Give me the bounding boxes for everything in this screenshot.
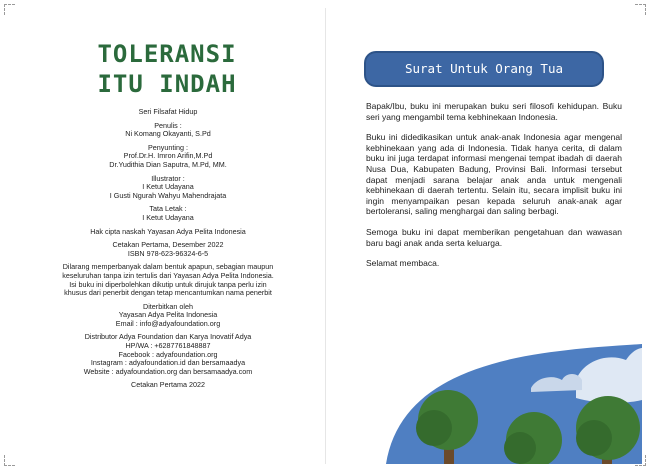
editor-label: Penyunting :: [148, 142, 188, 152]
layout-block: [18, 205, 318, 222]
editor-name: Dr.Yudithia Dian Saputra, M.Pd, MM.: [109, 159, 227, 169]
legal-line: Isi buku ini diperbolehkan dikutip untuk dirujuk tanpa perlu izin: [69, 279, 267, 289]
credits-block: [18, 108, 318, 395]
print-block: [18, 241, 318, 258]
author-label: Penulis :: [154, 120, 182, 130]
parents-letter-page: [326, 8, 642, 464]
publisher-name: Yayasan Adya Pelita Indonesia: [118, 310, 218, 320]
legal-line: Dilarang memperbanyak dalam bentuk apapun, sebagian maupun: [62, 262, 274, 272]
print-footer: Cetakan Pertama 2022: [131, 380, 205, 390]
publisher-email: Email : info@adyafoundation.org: [115, 318, 221, 328]
illustrator-name: I Gusti Ngurah Wahyu Mahendrajata: [109, 190, 227, 200]
publisher-label: Diterbitkan oleh: [143, 301, 193, 311]
legal-line: keseluruhan tanpa izin tertulis dari Yayasan Adya Pelita Indonesia.: [62, 270, 274, 280]
facebook-line: Facebook : adyafoundation.org: [118, 349, 218, 359]
phone-line: HP/WA : +6287761848887: [125, 341, 211, 351]
print-edition: Cetakan Pertama, Desember 2022: [112, 240, 224, 250]
website-line: Website : adyafoundation.org dan bersamaadya.com: [83, 366, 253, 376]
publisher-block: [18, 303, 318, 329]
copyright-line: Hak cipta naskah Yayasan Adya Pelita Indonesia: [90, 226, 246, 236]
author-name: Ni Komang Okayanti, S.Pd: [125, 129, 211, 139]
letter-paragraph: Semoga buku ini dapat memberikan pengetahuan dan wawasan baru bagi anak anda serta keluarga.: [366, 226, 622, 248]
legal-notice: [18, 263, 318, 297]
letter-title-banner: Surat Untuk Orang Tua: [366, 53, 602, 85]
isbn: ISBN 978-623-96324-6-5: [127, 248, 209, 258]
distributor-block: [18, 333, 318, 376]
imprint-page: [8, 8, 326, 464]
layout-label: Tata Letak :: [149, 204, 187, 214]
author-block: [18, 122, 318, 139]
editor-block: [18, 144, 318, 170]
legal-line: khusus dari penerbit dengan tetap mencantumkan nama penerbit: [64, 288, 272, 298]
letter-body: [366, 101, 622, 279]
distributor-line: Distributor Adya Foundation dan Karya Inovatif Adya: [84, 332, 252, 342]
letter-closing: Selamat membaca.: [366, 258, 440, 269]
series-line: Seri Filsafat Hidup: [138, 107, 198, 116]
letter-paragraph: Buku ini didedikasikan untuk anak-anak Indonesia agar mengenal kebhinekaan yang ada di Indonesia. Tidak hanya cerita, di dalam buku ini juga terdapat informasi mengenai tempat ibadah di daerah Nusa Dua, Kabupaten Badung, Provinsi Bali. Informasi tersebut dapat menjadi sarana belajar anak anda untuk mengenali kebhinekaan di daerah tertentu. Selain itu, secara implisit buku ini ingin menyampaikan pesan kepada seluruh anak-anak agar bertoleransi, saling menghargai dan saling berbagi.: [366, 132, 622, 217]
layout-name: I Ketut Udayana: [142, 212, 194, 222]
illustrator-label: Illustrator :: [151, 173, 185, 183]
letter-paragraph: Bapak/Ibu, buku ini merupakan buku seri filosofi kehidupan. Buku seri yang mengambil tema kebhinekaan Indonesia.: [366, 101, 622, 122]
illustrator-name: I Ketut Udayana: [142, 182, 194, 192]
illustrator-block: [18, 175, 318, 201]
book-title-line2: ITU INDAH: [97, 70, 237, 98]
instagram-line: Instagram : adyafoundation.id dan bersamaadya: [90, 358, 246, 368]
book-title-line1: TOLERANSI: [97, 40, 237, 68]
editor-name: Prof.Dr.H. Imron Arifin,M.Pd: [123, 151, 213, 161]
